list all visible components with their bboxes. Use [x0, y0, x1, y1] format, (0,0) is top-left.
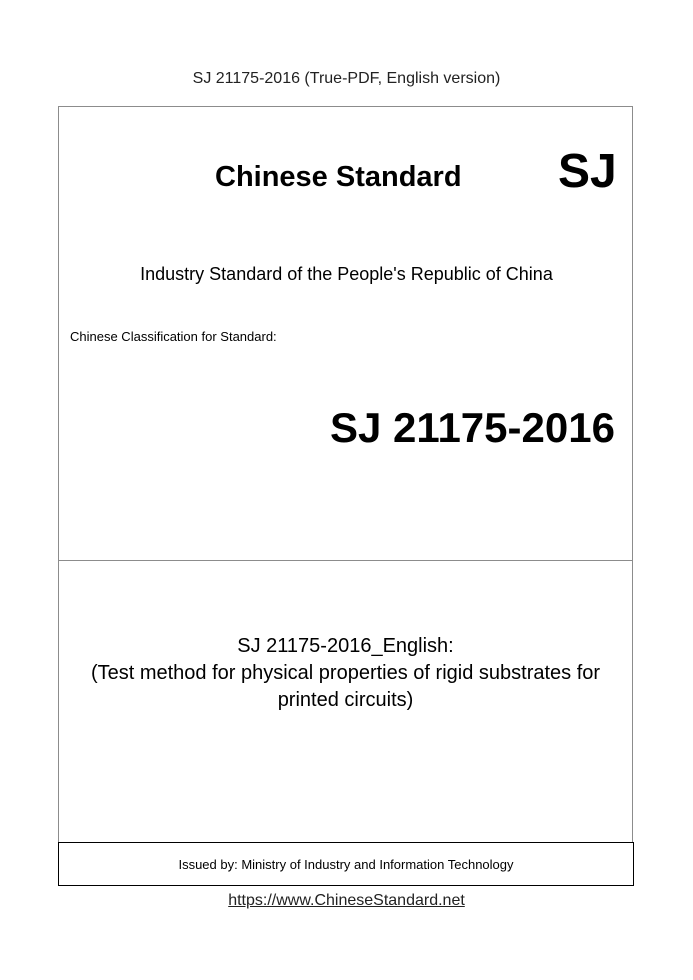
classification-label: Chinese Classification for Standard: — [70, 329, 277, 344]
description-line-2: (Test method for physical properties of rigid substrates for — [90, 662, 601, 684]
footer — [0, 892, 693, 910]
standard-code-badge: SJ — [558, 145, 617, 198]
issuer-text: Issued by: Ministry of Industry and Information Technology — [178, 856, 514, 872]
issuer-box — [58, 842, 634, 886]
industry-standard-line: Industry Standard of the People's Republic of China — [140, 264, 553, 284]
running-header: SJ 21175-2016 (True-PDF, English version) — [192, 70, 501, 87]
standard-number: SJ 21175-2016 — [330, 404, 615, 451]
website-link[interactable]: https://www.ChineseStandard.net — [228, 892, 465, 909]
description-line-3: printed circuits) — [277, 689, 414, 711]
cover-title: Chinese Standard — [215, 161, 462, 193]
description-line-1: SJ 21175-2016_English: — [237, 635, 454, 657]
document-description — [58, 633, 633, 714]
